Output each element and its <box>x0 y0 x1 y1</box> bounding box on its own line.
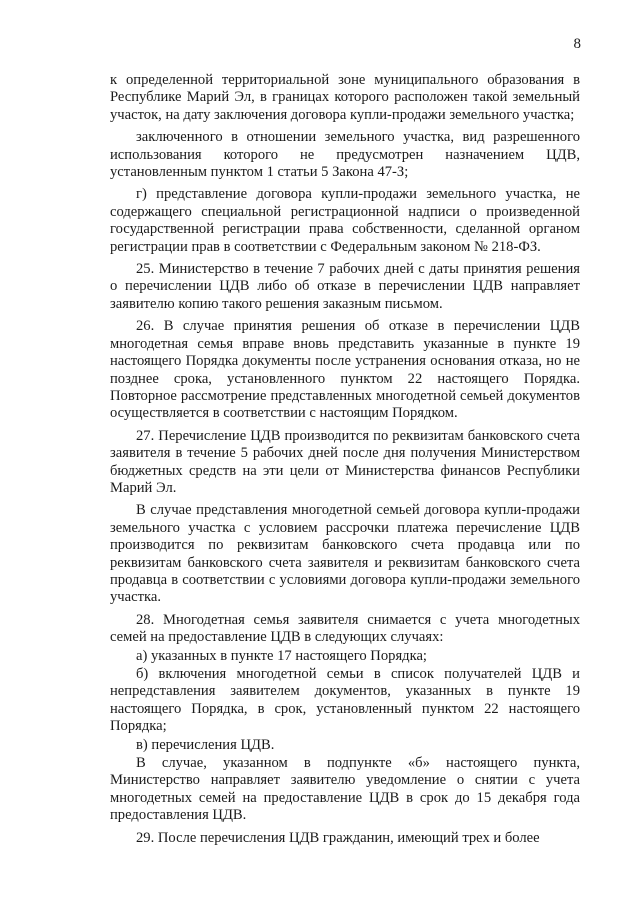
paragraph: 26. В случае принятия решения об отказе в перечислении ЦДВ многодетная семья вправе вновь представить указанные в пункте 19 настоящего Порядка документы после устранения основания отказа, но не позднее срока, установленного пунктом 22 настоящего Порядка. Повторное рассмотрение представленных многодетной семьей документов осуществляется в соответствии с настоящим Порядком. <box>110 318 580 422</box>
paragraph: заключенного в отношении земельного участка, вид разрешенного использования которого не предусмотрен назначением ЦДВ, установленным пунктом 1 статьи 5 Закона 47-З; <box>110 129 580 181</box>
paragraph: В случае, указанном в подпункте «б» настоящего пункта, Министерство направляет заявителю уведомление о снятии с учета многодетных семей на предоставление ЦДВ в срок до 15 декабря года предоставления ЦДВ. <box>110 755 580 824</box>
paragraph: 29. После перечисления ЦДВ гражданин, имеющий трех и более <box>136 829 540 846</box>
paragraph: к определенной территориальной зоне муниципального образования в Республике Марий Эл, в границах которого расположен такой земельный участок, на дату заключения договора купли-продажи земельного участка; <box>110 72 580 123</box>
paragraph: в) перечисления ЦДВ. <box>136 736 275 753</box>
page-number: 8 <box>573 36 581 52</box>
paragraph: б) включения многодетной семьи в список получателей ЦДВ и непредставления заявителем документов, указанных в пункте 19 настоящего Порядка, в срок, установленный пунктом 22 настоящего Порядка; <box>110 666 580 735</box>
document-body <box>110 72 580 852</box>
paragraph: 28. Многодетная семья заявителя снимается с учета многодетных семей на предоставление ЦДВ в следующих случаях: <box>110 611 580 646</box>
paragraph: 27. Перечисление ЦДВ производится по реквизитам банковского счета заявителя в течение 5 рабочих дней после дня получения Министерством бюджетных средств на эти цели от Министерства финансов Республики Марий Эл. <box>110 427 580 496</box>
paragraph: г) представление договора купли-продажи земельного участка, не содержащего специальной регистрационной надписи о произведенной государственной регистрации права собственности, сделанной органом регистрации прав в соответствии с Федеральным законом № 218-ФЗ. <box>110 186 580 255</box>
paragraph: а) указанных в пункте 17 настоящего Порядка; <box>136 647 427 664</box>
paragraph: В случае представления многодетной семьей договора купли-продажи земельного участка с условием рассрочки платежа перечисление ЦДВ производится по реквизитам банковского счета продавца или по реквизитам банковского счета заявителя и реквизитам банковского счета продавца в соответствии с условиями договора купли-продажи земельного участка. <box>110 502 580 606</box>
paragraph: 25. Министерство в течение 7 рабочих дней с даты принятия решения о перечислении ЦДВ либо об отказе в перечислении ЦДВ направляет заявителю копию такого решения заказным письмом. <box>110 261 580 312</box>
